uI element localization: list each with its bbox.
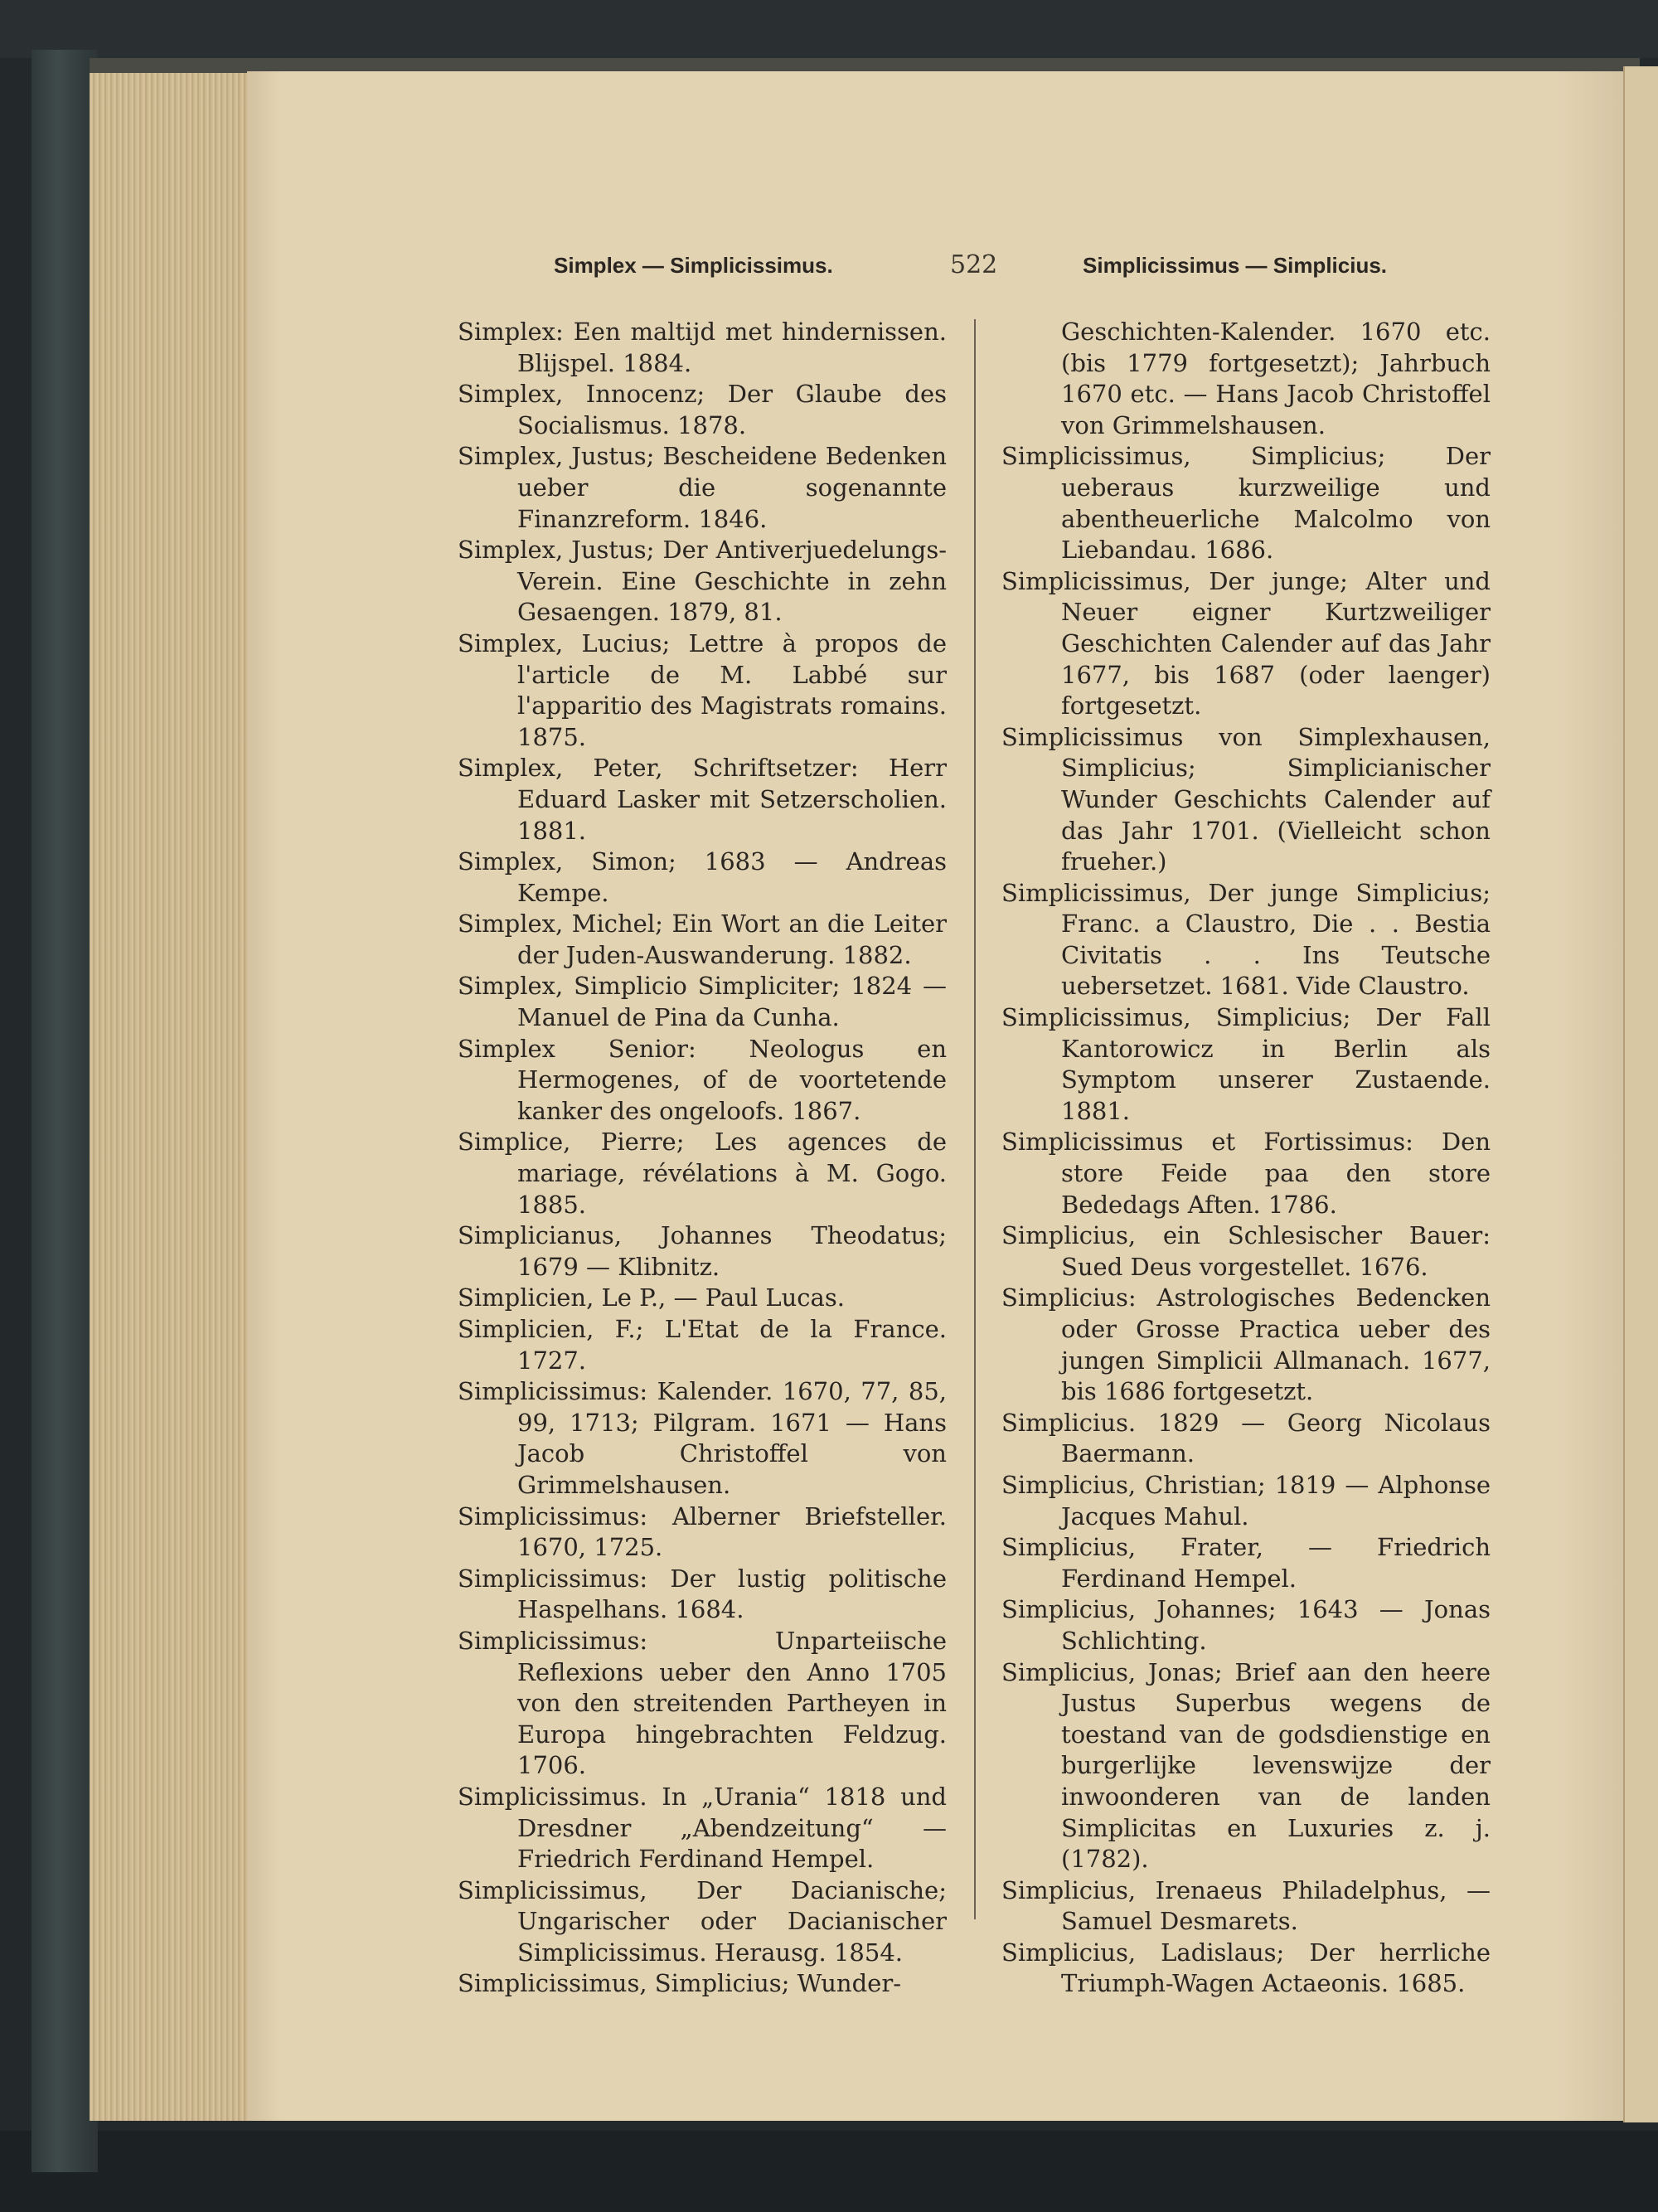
index-entry: Simplicius, ein Schlesischer Bauer: Sued Deus vorgestellet. 1676. [1001,1221,1491,1281]
running-head-left: Simplex — Simplicissimus. [554,253,833,278]
facing-page-edge [1623,66,1658,2122]
index-entry: Simplex, Justus; Der Antiverjuedelungs-Verein. Eine Geschichte in zehn Gesaengen. 1879, 81. [458,536,947,627]
index-entry: Simplicissimus. In „Urania“ 1818 und Dresdner „Abendzeitung“ — Friedrich Ferdinand Hempel. [458,1782,947,1874]
index-entry: Simplicissimus: Kalender. 1670, 77, 85, 99, 1713; Pilgram. 1671 — Hans Jacob Christoffel von Grimmelshausen. [458,1377,947,1499]
index-entry: Simplicissimus, Simplicius; Der Fall Kantorowicz in Berlin als Symptom unserer Zustaende. 1881. [1001,1003,1491,1125]
index-entry: Simplicissimus, Simplicius; Der ueberaus kurzweilige und abentheuerliche Malcolmo von Liebandau. 1686. [1001,442,1491,565]
book-cover-spine [32,50,98,2172]
index-entry: Simplicius: Astrologisches Bedencken oder Grosse Practica ueber des jungen Simplicii Allmanach. 1677, bis 1686 fortgesetzt. [1001,1283,1491,1406]
index-entry: Simplicius, Jonas; Brief aan den heere Justus Superbus wegens de toestand van de godsdienstige en burgerlijke levenswijze der inwoonderen van de landen Simplicitas en Luxuries z. j. (1782). [1001,1657,1491,1874]
index-entry: Simplex: Een maltijd met hindernissen. Blijspel. 1884. [458,318,947,377]
index-entry: Simplicien, F.; L'Etat de la France. 1727. [458,1315,947,1375]
index-entry: Simplicius, Johannes; 1643 — Jonas Schlichting. [1001,1595,1491,1655]
index-entry: Simplicissimus, Der junge; Alter und Neuer eigner Kurtzweiliger Geschichten Calender auf das Jahr 1677, bis 1687 (oder laenger) fortgesetzt. [1001,566,1491,720]
index-entry: Simplicissimus: Alberner Briefsteller. 1670, 1725. [458,1501,947,1562]
index-entry: Simplex, Simplicio Simpliciter; 1824 — Manuel de Pina da Cunha. [458,972,947,1032]
index-entry-continued: Geschichten-Kalender. 1670 etc. (bis 1779 fortgesetzt); Jahrbuch 1670 etc. — Hans Jacob Christoffel von Grimmelshausen. [1061,318,1491,439]
index-entry: Simplicius, Frater, — Friedrich Ferdinand Hempel. [1001,1533,1491,1593]
dark-background-top [0,0,1658,58]
index-entry: Simplicien, Le P., — Paul Lucas. [458,1283,845,1312]
index-entry: Simplex, Peter, Schriftsetzer: Herr Eduard Lasker mit Setzerscholien. 1881. [458,754,947,845]
page-edges-stack [90,73,249,2121]
index-entry: Simplicissimus: Der lustig politische Haspelhans. 1684. [458,1564,947,1624]
index-entry: Simplicissimus, Simplicius; Wunder- [458,1969,901,1998]
index-entry: Simplicianus, Johannes Theodatus; 1679 — Klibnitz. [458,1221,947,1281]
index-entry: Simplicius. 1829 — Georg Nicolaus Baermann. [1001,1408,1491,1468]
dark-background-bottom [0,2131,1658,2212]
index-entry: Simplex, Michel; Ein Wort an die Leiter der Juden-Auswanderung. 1882. [458,910,947,969]
index-entry: Simplicius, Irenaeus Philadelphus, — Samuel Desmarets. [1001,1875,1491,1936]
index-entry: Simplicissimus: Unparteiische Reflexions ueber den Anno 1705 von den streitenden Partheyen in Europa hingebrachten Feldzug. 1706. [458,1626,947,1780]
index-entry: Simplicissimus et Fortissimus: Den store Feide paa den store Bededags Aften. 1786. [1001,1128,1491,1219]
column-divider [974,319,976,1919]
left-column [458,317,947,2000]
index-entry: Simplex, Innocenz; Der Glaube des Socialismus. 1878. [458,380,947,439]
index-entry: Simplicissimus, Der junge Simplicius; Franc. a Claustro, Die . . Bestia Civitatis . . Ins Teutsche uebersetzet. 1681. Vide Claustro. [1001,878,1491,1001]
page-number: 522 [950,250,998,279]
index-entry: Simplicius, Christian; 1819 — Alphonse Jacques Mahul. [1001,1470,1491,1530]
index-entry: Simplice, Pierre; Les agences de mariage, révélations à M. Gogo. 1885. [458,1128,947,1219]
index-entry: Simplicius, Ladislaus; Der herrliche Triumph-Wagen Actaeonis. 1685. [1001,1938,1491,1998]
index-entry: Simplex, Lucius; Lettre à propos de l'article de M. Labbé sur l'apparitio des Magistrats romains. 1875. [458,628,947,751]
index-entry: Simplicissimus von Simplexhausen, Simplicius; Simplicianischer Wunder Geschichts Calender auf das Jahr 1701. (Vielleicht schon frueher.) [1001,722,1491,876]
index-entry: Simplex, Justus; Bescheidene Bedenken ueber die sogenannte Finanzreform. 1846. [458,442,947,533]
right-column [1001,317,1491,2000]
index-entry: Simplicissimus, Der Dacianische; Ungarischer oder Dacianischer Simplicissimus. Herausg. 1854. [458,1875,947,1967]
index-entry: Simplex Senior: Neologus en Hermogenes, of de voortetende kanker des ongeloofs. 1867. [458,1034,947,1125]
running-head-right: Simplicissimus — Simplicius. [1083,253,1388,278]
index-entry: Simplex, Simon; 1683 — Andreas Kempe. [458,847,947,907]
